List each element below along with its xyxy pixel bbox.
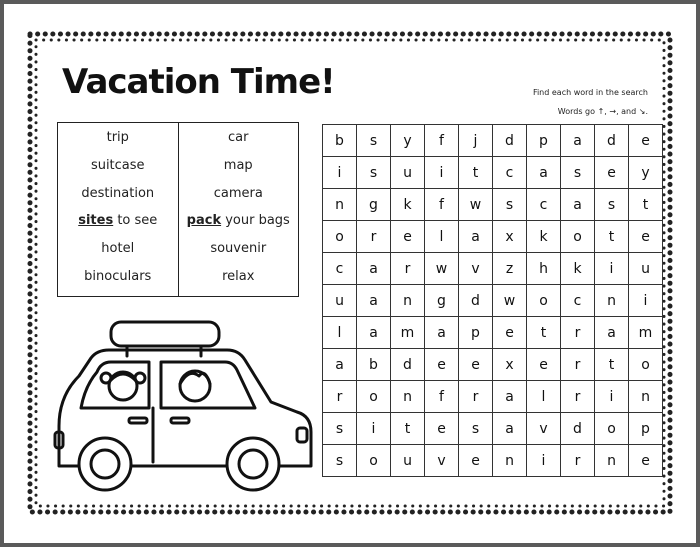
grid-letter-cell[interactable]: d (493, 125, 527, 157)
word-bank-item (214, 185, 263, 213)
word-bank-item-text: binoculars (84, 269, 152, 285)
word-bank-item (187, 212, 290, 240)
word-bank-item-text: suitcase (90, 157, 145, 173)
grid-letter-cell[interactable]: c (493, 157, 527, 189)
word-search-grid (322, 124, 663, 477)
grid-letter-cell[interactable]: a (357, 285, 391, 317)
word-bank-item (228, 129, 248, 157)
grid-letter-cell[interactable]: e (459, 349, 493, 381)
grid-letter-cell[interactable]: r (323, 381, 357, 413)
grid-letter-cell[interactable]: a (561, 189, 595, 221)
grid-row (323, 445, 663, 477)
grid-letter-cell[interactable]: p (629, 413, 663, 445)
word-bank-item (81, 185, 154, 213)
grid-letter-cell[interactable]: i (323, 157, 357, 189)
grid-letter-cell[interactable]: o (561, 221, 595, 253)
grid-letter-cell[interactable]: y (629, 157, 663, 189)
grid-letter-cell[interactable]: e (425, 349, 459, 381)
grid-letter-cell[interactable]: f (425, 381, 459, 413)
grid-letter-cell[interactable]: i (595, 253, 629, 285)
grid-letter-cell[interactable]: t (595, 221, 629, 253)
grid-letter-cell[interactable]: d (561, 413, 595, 445)
grid-letter-cell[interactable]: a (425, 317, 459, 349)
grid-letter-cell[interactable]: s (323, 413, 357, 445)
grid-letter-cell[interactable]: r (561, 349, 595, 381)
grid-letter-cell[interactable]: u (629, 253, 663, 285)
grid-row (323, 349, 663, 381)
grid-row (323, 189, 663, 221)
grid-row (323, 285, 663, 317)
word-bank-column-left (58, 123, 178, 296)
grid-letter-cell[interactable]: u (391, 445, 425, 477)
instructions-line-2: Words go ↑, →, and ↘. (557, 107, 648, 116)
grid-letter-cell[interactable]: i (527, 445, 561, 477)
grid-letter-cell[interactable]: x (493, 221, 527, 253)
word-bank-item (84, 268, 151, 296)
grid-letter-cell[interactable]: a (595, 317, 629, 349)
grid-letter-cell[interactable]: n (391, 285, 425, 317)
grid-letter-cell[interactable]: e (629, 125, 663, 157)
grid-letter-cell[interactable]: p (459, 317, 493, 349)
grid-letter-cell[interactable]: e (493, 317, 527, 349)
grid-letter-cell[interactable]: f (425, 125, 459, 157)
grid-letter-cell[interactable]: s (357, 157, 391, 189)
grid-letter-cell[interactable]: r (561, 317, 595, 349)
word-bank-item-text: map (223, 157, 253, 173)
grid-letter-cell[interactable]: b (323, 125, 357, 157)
word-bank-item (107, 129, 129, 157)
grid-letter-cell[interactable]: l (527, 381, 561, 413)
grid-letter-cell[interactable]: p (527, 125, 561, 157)
grid-letter-cell[interactable]: t (391, 413, 425, 445)
grid-letter-cell[interactable]: a (493, 381, 527, 413)
grid-letter-cell[interactable]: s (323, 445, 357, 477)
word-bank-item-text: car (228, 130, 249, 145)
grid-letter-cell[interactable]: g (425, 285, 459, 317)
word-bank-item (210, 240, 266, 268)
grid-letter-cell[interactable]: v (459, 253, 493, 285)
grid-letter-cell[interactable]: t (527, 317, 561, 349)
word-bank-item (224, 157, 253, 185)
instructions-line-1: Find each word in the search (532, 88, 648, 97)
grid-row (323, 381, 663, 413)
grid-letter-cell[interactable]: a (357, 253, 391, 285)
grid-letter-cell[interactable]: r (391, 253, 425, 285)
word-bank-item-text: destination (81, 185, 155, 201)
grid-letter-cell[interactable]: l (425, 221, 459, 253)
grid-letter-cell[interactable]: f (425, 189, 459, 221)
grid-letter-cell[interactable]: r (459, 381, 493, 413)
word-bank-column-right (178, 123, 299, 296)
grid-row (323, 253, 663, 285)
grid-letter-cell[interactable]: v (527, 413, 561, 445)
grid-letter-cell[interactable]: e (527, 349, 561, 381)
grid-letter-cell[interactable]: d (595, 125, 629, 157)
word-bank-item (222, 268, 254, 296)
grid-letter-cell[interactable]: w (493, 285, 527, 317)
car-illustration (49, 316, 314, 496)
grid-letter-cell[interactable]: n (391, 381, 425, 413)
grid-letter-cell[interactable]: e (391, 221, 425, 253)
word-bank-item (91, 157, 145, 185)
word-bank-item-emphasis: sites (78, 213, 114, 229)
word-bank (57, 122, 299, 297)
grid-letter-cell[interactable]: o (527, 285, 561, 317)
grid-letter-cell[interactable]: e (459, 445, 493, 477)
grid-letter-cell[interactable]: n (493, 445, 527, 477)
grid-letter-cell[interactable]: r (561, 381, 595, 413)
grid-letter-cell[interactable]: w (425, 253, 459, 285)
grid-letter-cell[interactable]: r (357, 221, 391, 253)
grid-letter-cell[interactable]: d (459, 285, 493, 317)
grid-letter-cell[interactable]: w (459, 189, 493, 221)
grid-letter-cell[interactable]: c (561, 285, 595, 317)
grid-letter-cell[interactable]: c (323, 253, 357, 285)
grid-letter-cell[interactable]: a (323, 349, 357, 381)
grid-letter-cell[interactable]: s (459, 413, 493, 445)
grid-letter-cell[interactable]: v (425, 445, 459, 477)
word-bank-item-text: your bags (221, 213, 290, 229)
grid-row (323, 125, 663, 157)
grid-letter-cell[interactable]: s (357, 125, 391, 157)
grid-letter-cell[interactable]: t (459, 157, 493, 189)
grid-letter-cell[interactable]: o (595, 413, 629, 445)
grid-letter-cell[interactable]: i (629, 285, 663, 317)
grid-letter-cell[interactable]: t (595, 349, 629, 381)
grid-letter-cell[interactable]: m (629, 317, 663, 349)
grid-letter-cell[interactable]: k (561, 253, 595, 285)
word-bank-item (101, 240, 134, 268)
grid-letter-cell[interactable]: h (527, 253, 561, 285)
grid-letter-cell[interactable]: n (629, 381, 663, 413)
grid-letter-cell[interactable]: i (357, 413, 391, 445)
grid-letter-cell[interactable]: a (561, 125, 595, 157)
grid-letter-cell[interactable]: c (527, 189, 561, 221)
grid-letter-cell[interactable]: n (323, 189, 357, 221)
word-bank-item-text: trip (106, 130, 129, 145)
grid-letter-cell[interactable]: a (493, 413, 527, 445)
grid-letter-cell[interactable]: u (391, 157, 425, 189)
grid-row (323, 317, 663, 349)
word-bank-item-emphasis: pack (186, 213, 222, 229)
word-bank-item-text: relax (222, 269, 255, 285)
grid-letter-cell[interactable]: s (493, 189, 527, 221)
grid-letter-cell[interactable]: d (391, 349, 425, 381)
grid-letter-cell[interactable]: i (425, 157, 459, 189)
grid-letter-cell[interactable]: o (629, 349, 663, 381)
grid-letter-cell[interactable]: o (357, 445, 391, 477)
grid-letter-cell[interactable]: n (595, 445, 629, 477)
word-bank-item-text: camera (213, 185, 263, 201)
grid-letter-cell[interactable]: o (323, 221, 357, 253)
grid-letter-cell[interactable]: k (391, 189, 425, 221)
worksheet-page (4, 4, 696, 543)
grid-letter-cell[interactable]: b (357, 349, 391, 381)
grid-letter-cell[interactable]: i (595, 381, 629, 413)
word-bank-item-text: to see (113, 213, 158, 229)
word-bank-item-text: hotel (101, 241, 135, 257)
grid-letter-cell[interactable]: e (629, 221, 663, 253)
grid-letter-cell[interactable]: a (527, 157, 561, 189)
word-bank-item (78, 212, 157, 240)
grid-row (323, 157, 663, 189)
grid-letter-cell[interactable]: e (595, 157, 629, 189)
grid-letter-cell[interactable]: l (323, 317, 357, 349)
grid-letter-cell[interactable]: z (493, 253, 527, 285)
grid-letter-cell[interactable]: s (561, 157, 595, 189)
grid-letter-cell[interactable]: e (425, 413, 459, 445)
page-title: Vacation Time! (62, 62, 335, 102)
grid-letter-cell[interactable]: y (391, 125, 425, 157)
grid-letter-cell[interactable]: s (595, 189, 629, 221)
grid-letter-cell[interactable]: r (561, 445, 595, 477)
grid-letter-cell[interactable]: j (459, 125, 493, 157)
grid-letter-cell[interactable]: a (357, 317, 391, 349)
grid-letter-cell[interactable]: k (527, 221, 561, 253)
grid-letter-cell[interactable]: x (493, 349, 527, 381)
grid-letter-cell[interactable]: n (595, 285, 629, 317)
grid-letter-cell[interactable]: t (629, 189, 663, 221)
grid-letter-cell[interactable]: a (459, 221, 493, 253)
grid-row (323, 413, 663, 445)
grid-row (323, 221, 663, 253)
grid-letter-cell[interactable]: o (357, 381, 391, 413)
grid-letter-cell[interactable]: u (323, 285, 357, 317)
grid-letter-cell[interactable]: g (357, 189, 391, 221)
word-bank-item-text: souvenir (210, 241, 267, 257)
grid-letter-cell[interactable]: m (391, 317, 425, 349)
grid-letter-cell[interactable]: e (629, 445, 663, 477)
